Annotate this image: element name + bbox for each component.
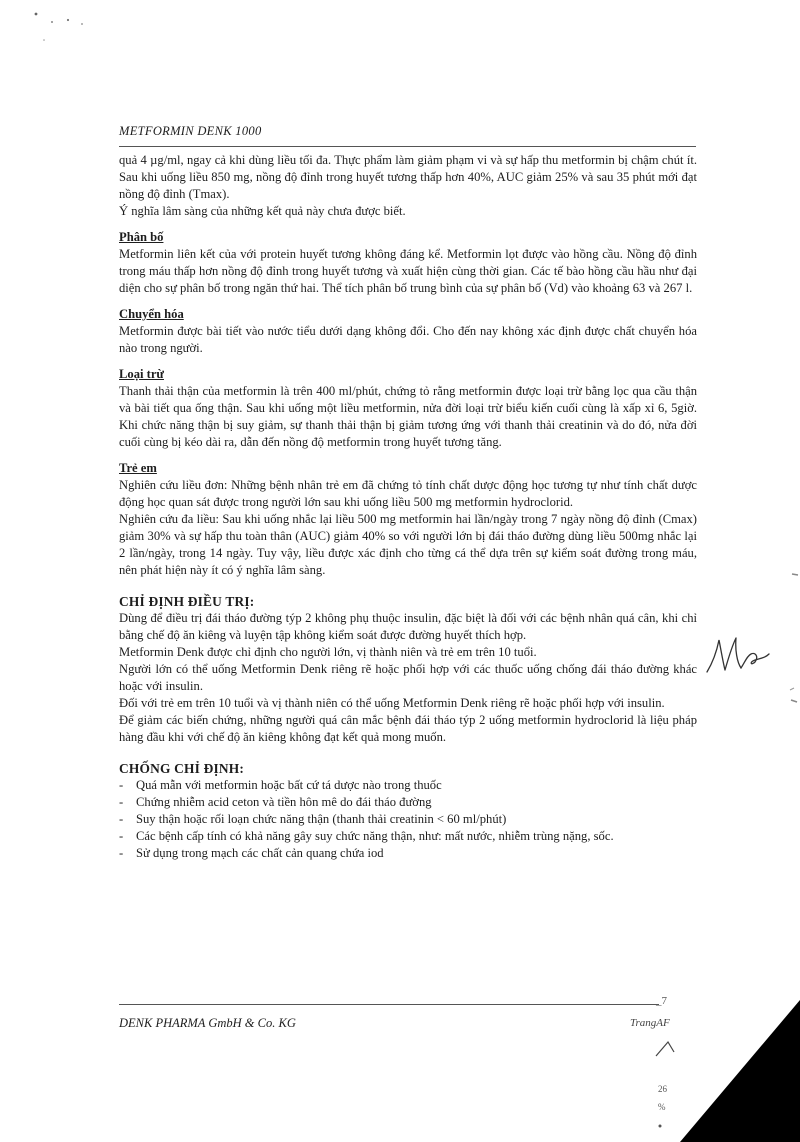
chuyen-hoa-text: Metformin được bài tiết vào nước tiểu dưới dạng không đổi. Cho đến nay không xác định được chất chuyển hóa nào trong người. — [119, 324, 697, 355]
footer-rule — [119, 1004, 659, 1005]
section-loai-tru — [119, 366, 697, 451]
intro-paragraph: quả 4 µg/ml, ngay cả khi dùng liều tối đa. Thực phẩm làm giảm phạm vi và sự hấp thu metformin bị chậm chút ít. Sau khi uống liều 850 mg, nồng độ đỉnh trong huyết tương thấp hơn 40%, AUC giảm 25% và sau 35 phút mới đạt nồng độ đỉnh (Tmax). — [119, 153, 697, 201]
scan-specks — [0, 0, 120, 60]
header-rule — [119, 146, 696, 147]
page-number-mark: 7 — [661, 995, 667, 1007]
list-item: - Suy thận hoặc rối loạn chức năng thận (thanh thải creatinin < 60 ml/phút) — [119, 811, 697, 828]
intro-section — [119, 152, 697, 220]
edge-marks — [780, 560, 800, 720]
chuyen-hoa-heading: Chuyển hóa — [119, 307, 184, 321]
section-chi-dinh — [119, 593, 697, 746]
chi-dinh-heading: CHỈ ĐỊNH ĐIỀU TRỊ: — [119, 594, 255, 609]
chi-dinh-p2: Metformin Denk được chỉ định cho người lớn, vị thành niên và trẻ em trên 10 tuổi. — [119, 645, 537, 659]
section-chong-chi-dinh — [119, 760, 697, 862]
chi-dinh-p4: Đối với trẻ em trên 10 tuổi và vị thành niên có thể uống Metformin Denk riêng rẽ hoặc phối hợp với insulin. — [119, 696, 665, 710]
page-suffix: AF — [656, 1017, 670, 1029]
section-tre-em — [119, 460, 697, 579]
phan-bo-heading: Phân bố — [119, 230, 164, 244]
loai-tru-heading: Loại trừ — [119, 367, 164, 381]
chong-chi-dinh-heading: CHỐNG CHỈ ĐỊNH: — [119, 761, 245, 776]
svg-text:%: % — [658, 1102, 666, 1112]
corner-shadow — [640, 980, 800, 1142]
phan-bo-text: Metformin liên kết của với protein huyết tương không đáng kể. Metformin lọt được vào hồng cầu. Nồng độ đỉnh trong máu thấp hơn nồng độ đỉnh trong huyết tương và xuất hiện cùng thời gian. Các tế bào hồng cầu hầu như đại diện cho sự phân bố trong ngăn thứ hai. Thể tích phân bố trung bình của sự phân bố (Vd) vào khoảng 63 và 267 l. — [119, 247, 697, 295]
page-label: Trang — [630, 1017, 657, 1029]
list-item: - Chứng nhiễm acid ceton và tiền hôn mê do đái tháo đường — [119, 794, 697, 811]
chi-dinh-p5: Để giảm các biến chứng, những người quá cân mắc bệnh đái tháo týp 2 uống metformin hydroclorid là liệu pháp hàng đầu khi với chế độ ăn kiêng không đạt kết quả mong muốn. — [119, 713, 697, 744]
handwritten-initials — [703, 632, 773, 677]
list-item: - Sử dụng trong mạch các chất cản quang chứa iod — [119, 845, 697, 862]
intro-note: Ý nghĩa lâm sàng của những kết quả này chưa được biết. — [119, 204, 406, 218]
svg-text:26: 26 — [658, 1084, 667, 1094]
tre-em-heading: Trẻ em — [119, 461, 157, 475]
document-header: METFORMIN DENK 1000 — [119, 124, 262, 138]
document-body — [119, 152, 697, 862]
tre-em-multi-dose: Nghiên cứu đa liều: Sau khi uống nhắc lại liều 500 mg metformin hai lần/ngày trong 7 ngày nồng độ đỉnh (Cmax) giảm 30% và sự hấp thu toàn thân (AUC) giảm 40% so với người lớn bị đái tháo đường dùng liều 500mg nhắc lại 2 lần/ngày, trong 14 ngày. Tuy vậy, liều được xác định cho từng cá thể dựa trên sự kiểm soát đường trong máu, nên phát hiện này ít có ý nghĩa lâm sàng. — [119, 512, 697, 577]
section-chuyen-hoa — [119, 306, 697, 357]
section-phan-bo — [119, 229, 697, 297]
list-item: - Quá mẫn với metformin hoặc bất cứ tá dược nào trong thuốc — [119, 777, 697, 794]
chi-dinh-p3: Người lớn có thể uống Metformin Denk riêng rẽ hoặc phối hợp với các thuốc uống chống đái tháo đường khác hoặc với insulin. — [119, 662, 697, 693]
tre-em-single-dose: Nghiên cứu liều đơn: Những bệnh nhân trẻ em đã chứng tỏ tính chất dược động học tương tự như tính chất dược động học quan sát được trong người lớn sau khi uống liều 500 mg metformin hydroclorid. — [119, 478, 697, 509]
chi-dinh-p1: Dùng để điều trị đái tháo đường týp 2 không phụ thuộc insulin, đặc biệt là đối với các bệnh nhân quá cân, khi chỉ bằng chế độ ăn kiêng và luyện tập không kiểm soát được đường huyết thích hợp. — [119, 611, 697, 642]
footer-company: DENK PHARMA GmbH & Co. KG — [119, 1016, 296, 1030]
loai-tru-text: Thanh thải thận của metformin là trên 400 ml/phút, chứng tỏ rằng metformin được loại trừ bằng lọc qua cầu thận và bài tiết qua ống thận. Sau khi uống một liều metformin, nửa đời loại trừ biểu kiến cuối cùng là xấp xỉ 6, 5giờ. Khi chức năng thận bị suy giảm, sự thanh thải thận bị giảm tương ứng với thanh thải creatinin và do đó, nửa đời cuối cùng bị kéo dài ra, dẫn đến nồng độ metformin trong huyết tương tăng. — [119, 384, 697, 449]
page-mark: _7 — [656, 995, 667, 1007]
contraindication-list — [119, 777, 697, 862]
list-item: - Các bệnh cấp tính có khả năng gây suy chức năng thận, như: mất nước, nhiễm trùng nặng, sốc. — [119, 828, 697, 845]
